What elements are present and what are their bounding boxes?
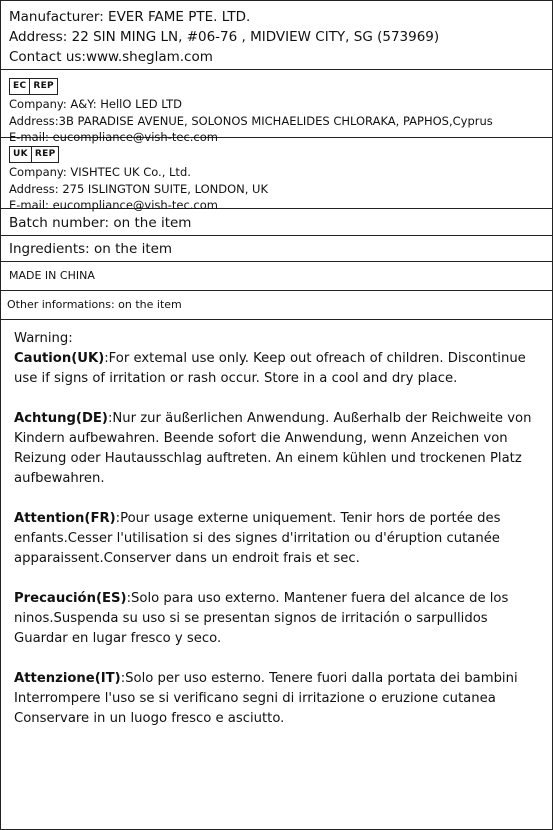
warning-section — [1, 320, 552, 829]
ingredients: Ingredients: on the item — [9, 241, 173, 257]
warning-it-label: Attenzione(IT) — [14, 671, 121, 686]
uk-rep-badge — [9, 146, 59, 163]
warning-de-text: :Nur zur äußerlichen Anwendung. Außerhalb der Reichweite von Kindern aufbewahren. Beende sofort die Anwendung, wenn Anzeichen von Reizung oder Hautausschlag auftreten. An einem kühlen und trockenen Platz aufbewahren. — [14, 411, 532, 486]
ec-rep-company: Company: A&Y: HellO LED LTD — [9, 97, 182, 111]
rep-badge-text: REP — [31, 147, 59, 162]
uk-badge-text: UK — [13, 149, 28, 159]
manufacturer-section — [1, 1, 552, 70]
ec-rep-badge — [9, 78, 58, 95]
warning-es-text: :Solo para uso externo. Mantener fuera del alcance de los ninos.Suspenda su uso si se presentan signos de irritación o sarpullidos Guardar en lugar fresco y seco. — [14, 591, 509, 646]
ec-rep-section — [1, 70, 552, 144]
warning-de — [14, 409, 540, 489]
warning-heading: Warning: — [14, 331, 73, 346]
rep-badge-text: REP — [29, 79, 57, 94]
ec-rep-address: Address:3B PARADISE AVENUE, SOLONOS MICHAELIDES CHLORAKA, PAPHOS,Cyprus — [9, 113, 493, 128]
warning-it-text: :Solo per uso esterno. Tenere fuori dalla portata dei bambini Interrompere l'uso se si verificano segni di irritazione o eruzione cutanea Conservare in un luogo fresco e asciutto. — [14, 671, 518, 726]
origin-section — [1, 262, 552, 291]
warning-uk-text: :For extemal use only. Keep out ofreach of children. Discontinue use if signs of irritation or rash occur. Store in a cool and dry place. — [14, 351, 526, 386]
batch-number: Batch number: on the item — [9, 215, 192, 231]
uk-rep-company: Company: VISHTEC UK Co., Ltd. — [9, 165, 191, 179]
uk-rep-address: Address: 275 ISLINGTON SUITE, LONDON, UK — [9, 181, 269, 196]
warning-fr — [14, 509, 540, 569]
manufacturer-name: Manufacturer: EVER FAME PTE. LTD. — [9, 9, 251, 25]
warning-fr-label: Attention(FR) — [14, 511, 116, 526]
uk-rep-email: E-mail: eucompliance@vish-tec.com — [9, 198, 218, 212]
warning-uk — [14, 349, 540, 389]
warning-it — [14, 669, 540, 729]
warning-es-label: Precaución(ES) — [14, 591, 127, 606]
manufacturer-address: Address: 22 SIN MING LN, #06-76 , MIDVIEW CITY, SG (573969) — [9, 29, 440, 45]
other-informations: Other informations: on the item — [7, 298, 182, 311]
ec-rep-email: E-mail: eucompliance@vish-tec.com — [9, 130, 218, 144]
warning-de-label: Achtung(DE) — [14, 411, 108, 426]
warning-uk-label: Caution(UK) — [14, 351, 105, 366]
ingredients-section — [1, 236, 552, 262]
uk-rep-section — [1, 138, 552, 212]
manufacturer-contact: Contact us:www.sheglam.com — [9, 49, 213, 65]
batch-section — [1, 209, 552, 236]
ec-badge-text: EC — [13, 81, 27, 91]
warning-es — [14, 589, 540, 649]
made-in: MADE IN CHINA — [9, 269, 95, 282]
warning-fr-text: :Pour usage externe uniquement. Tenir hors de portée des enfants.Cesser l'utilisation si des signes d'irritation ou d'éruption cutanée apparaissent.Conserver dans un endroit frais et sec. — [14, 511, 501, 566]
other-info-section — [1, 291, 552, 320]
